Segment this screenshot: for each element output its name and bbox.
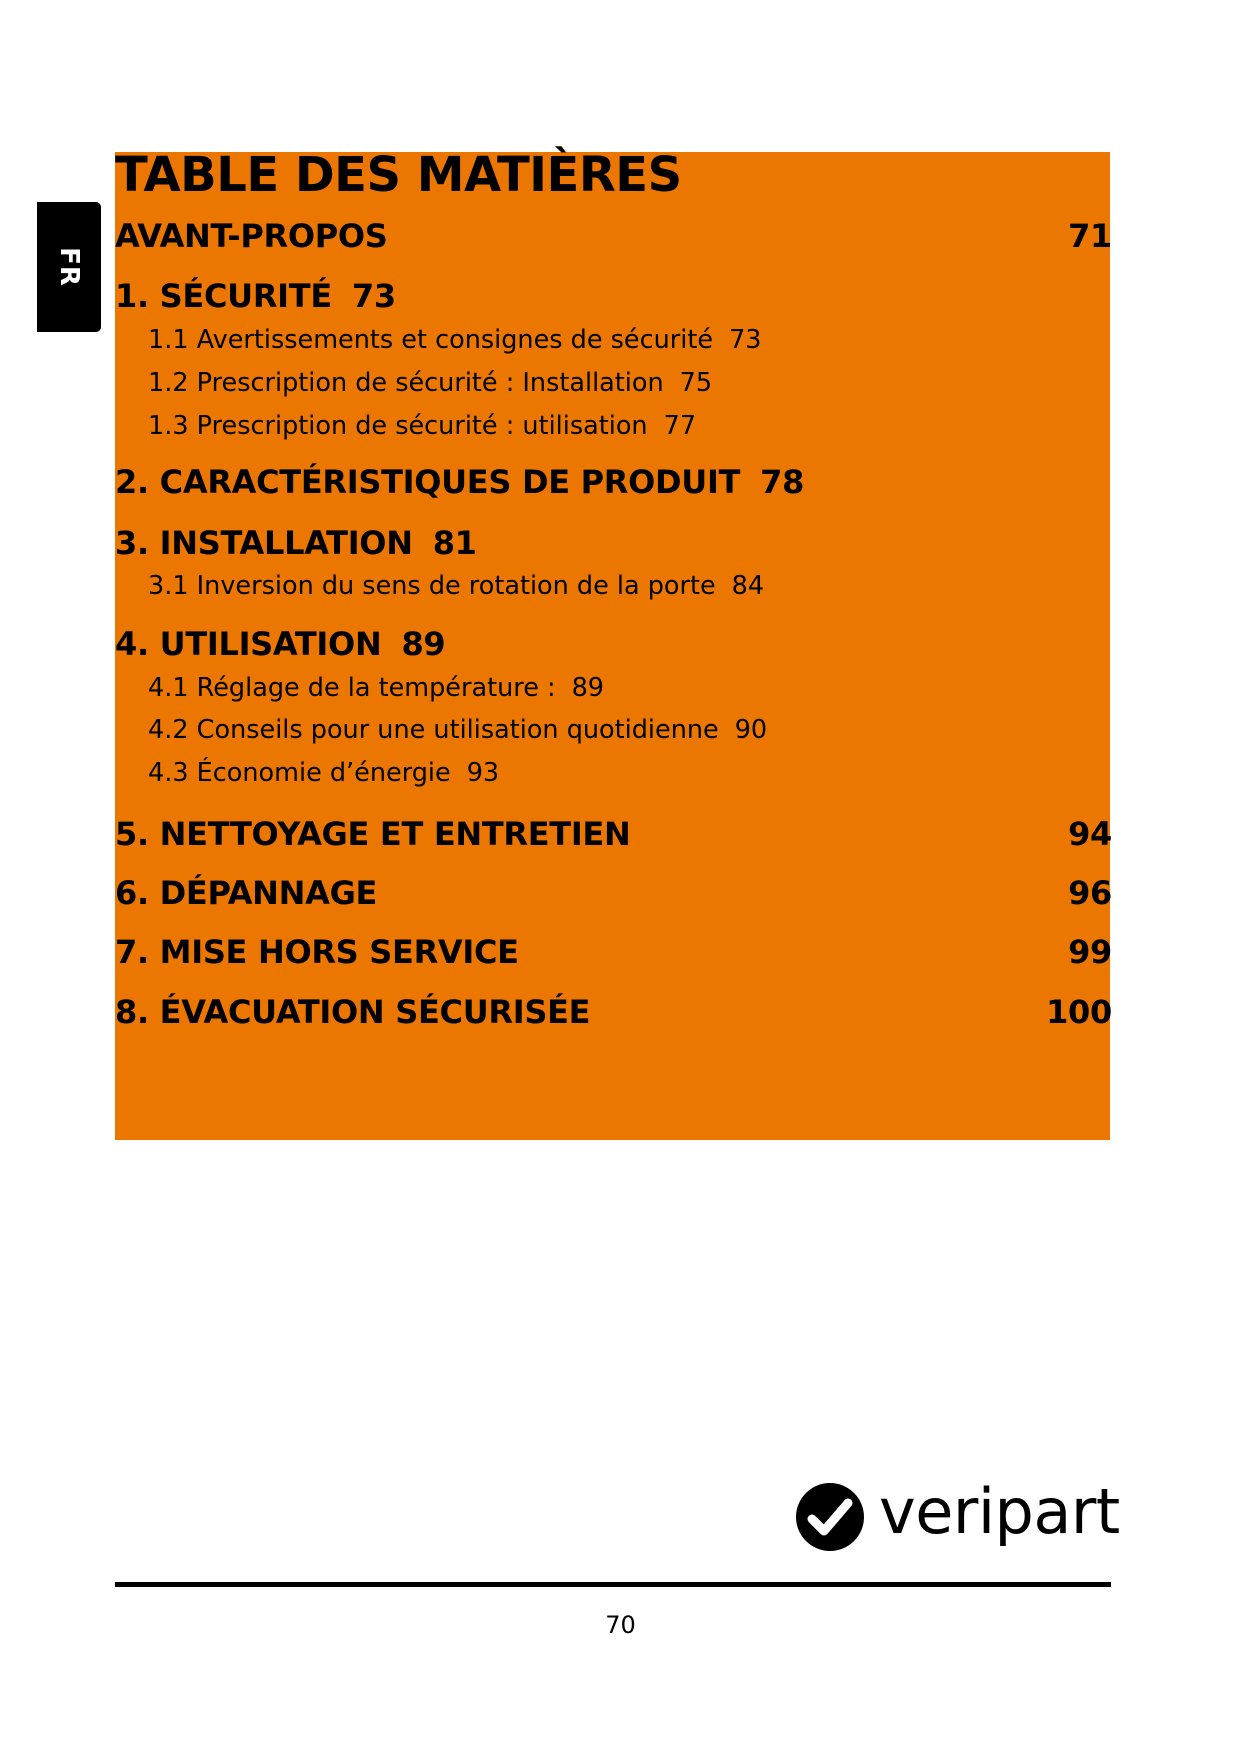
toc-heading-installation[interactable] <box>115 523 1112 563</box>
toc-heading-page: 89 <box>401 625 446 663</box>
toc-heading-label: 6. DÉPANNAGE <box>115 874 378 912</box>
toc-heading-label: 7. MISE HORS SERVICE <box>115 933 519 971</box>
toc-heading-page: 96 <box>1068 874 1112 912</box>
logo-brand-text: veripart <box>879 1475 1120 1548</box>
toc-heading-avant-propos[interactable] <box>115 216 1112 256</box>
toc-heading-caracteristiques[interactable] <box>115 462 1112 502</box>
toc-item-label: 1.2 Prescription de sécurité : Installation <box>148 368 664 398</box>
toc-item-label: 1.1 Avertissements et consignes de sécurité <box>148 325 714 355</box>
page-title: TABLE DES MATIÈRES <box>115 147 682 203</box>
toc-heading-label: 1. SÉCURITÉ 73 <box>115 277 396 315</box>
toc-heading-page: 100 <box>1046 993 1112 1031</box>
toc-heading-label: 5. NETTOYAGE ET ENTRETIEN <box>115 815 631 853</box>
footer-divider <box>115 1582 1111 1587</box>
toc-item-page: 84 <box>731 571 765 601</box>
toc-heading-label: AVANT-PROPOS <box>115 217 388 255</box>
checkmark-circle-icon <box>795 1482 865 1552</box>
toc-heading-depannage[interactable] <box>115 873 1112 913</box>
toc-item-label: 3.1 Inversion du sens de rotation de la porte <box>148 571 716 601</box>
toc-item-page: 73 <box>729 325 762 355</box>
toc-item-4-1[interactable] <box>148 670 604 706</box>
toc-item-3-1[interactable] <box>148 568 764 604</box>
toc-heading-evacuation[interactable] <box>115 992 1112 1032</box>
toc-item-page: 75 <box>679 368 713 398</box>
toc-heading-nettoyage[interactable] <box>115 814 1112 854</box>
language-tab <box>37 202 101 332</box>
toc-heading-mise-hors-service[interactable] <box>115 932 1112 972</box>
toc-item-1-1[interactable] <box>148 322 762 358</box>
toc-heading-page: 99 <box>1068 933 1112 971</box>
language-tab-label: FR <box>54 247 84 287</box>
toc-heading-page: 73 <box>351 277 396 315</box>
toc-heading-page: 94 <box>1068 815 1112 853</box>
toc-item-label: 1.3 Prescription de sécurité : utilisation <box>148 411 648 441</box>
toc-heading-utilisation[interactable] <box>115 624 1112 664</box>
toc-heading-page: 71 <box>1068 217 1112 255</box>
toc-heading-label: 3. INSTALLATION 81 <box>115 524 477 562</box>
toc-item-page: 90 <box>734 715 768 745</box>
toc-item-1-3[interactable] <box>148 408 696 444</box>
toc-item-1-2[interactable] <box>148 365 712 401</box>
toc-item-page: 89 <box>571 673 605 703</box>
toc-item-page: 93 <box>466 758 500 788</box>
toc-item-4-2[interactable] <box>148 712 767 748</box>
toc-heading-page: 81 <box>432 524 477 562</box>
toc-heading-securite[interactable] <box>115 276 1112 316</box>
toc-item-label: 4.3 Économie d’énergie <box>148 758 451 788</box>
page-number: 70 <box>605 1611 636 1639</box>
toc-heading-label: 8. ÉVACUATION SÉCURISÉE <box>115 993 591 1031</box>
toc-heading-page: 78 <box>760 463 805 501</box>
toc-item-page: 77 <box>663 411 697 441</box>
toc-heading-label: 2. CARACTÉRISTIQUES DE PRODUIT 78 <box>115 463 805 501</box>
toc-item-label: 4.2 Conseils pour une utilisation quotidienne <box>148 715 719 745</box>
toc-item-label: 4.1 Réglage de la température : <box>148 673 556 703</box>
toc-heading-label: 4. UTILISATION 89 <box>115 625 446 663</box>
toc-item-4-3[interactable] <box>148 755 499 791</box>
